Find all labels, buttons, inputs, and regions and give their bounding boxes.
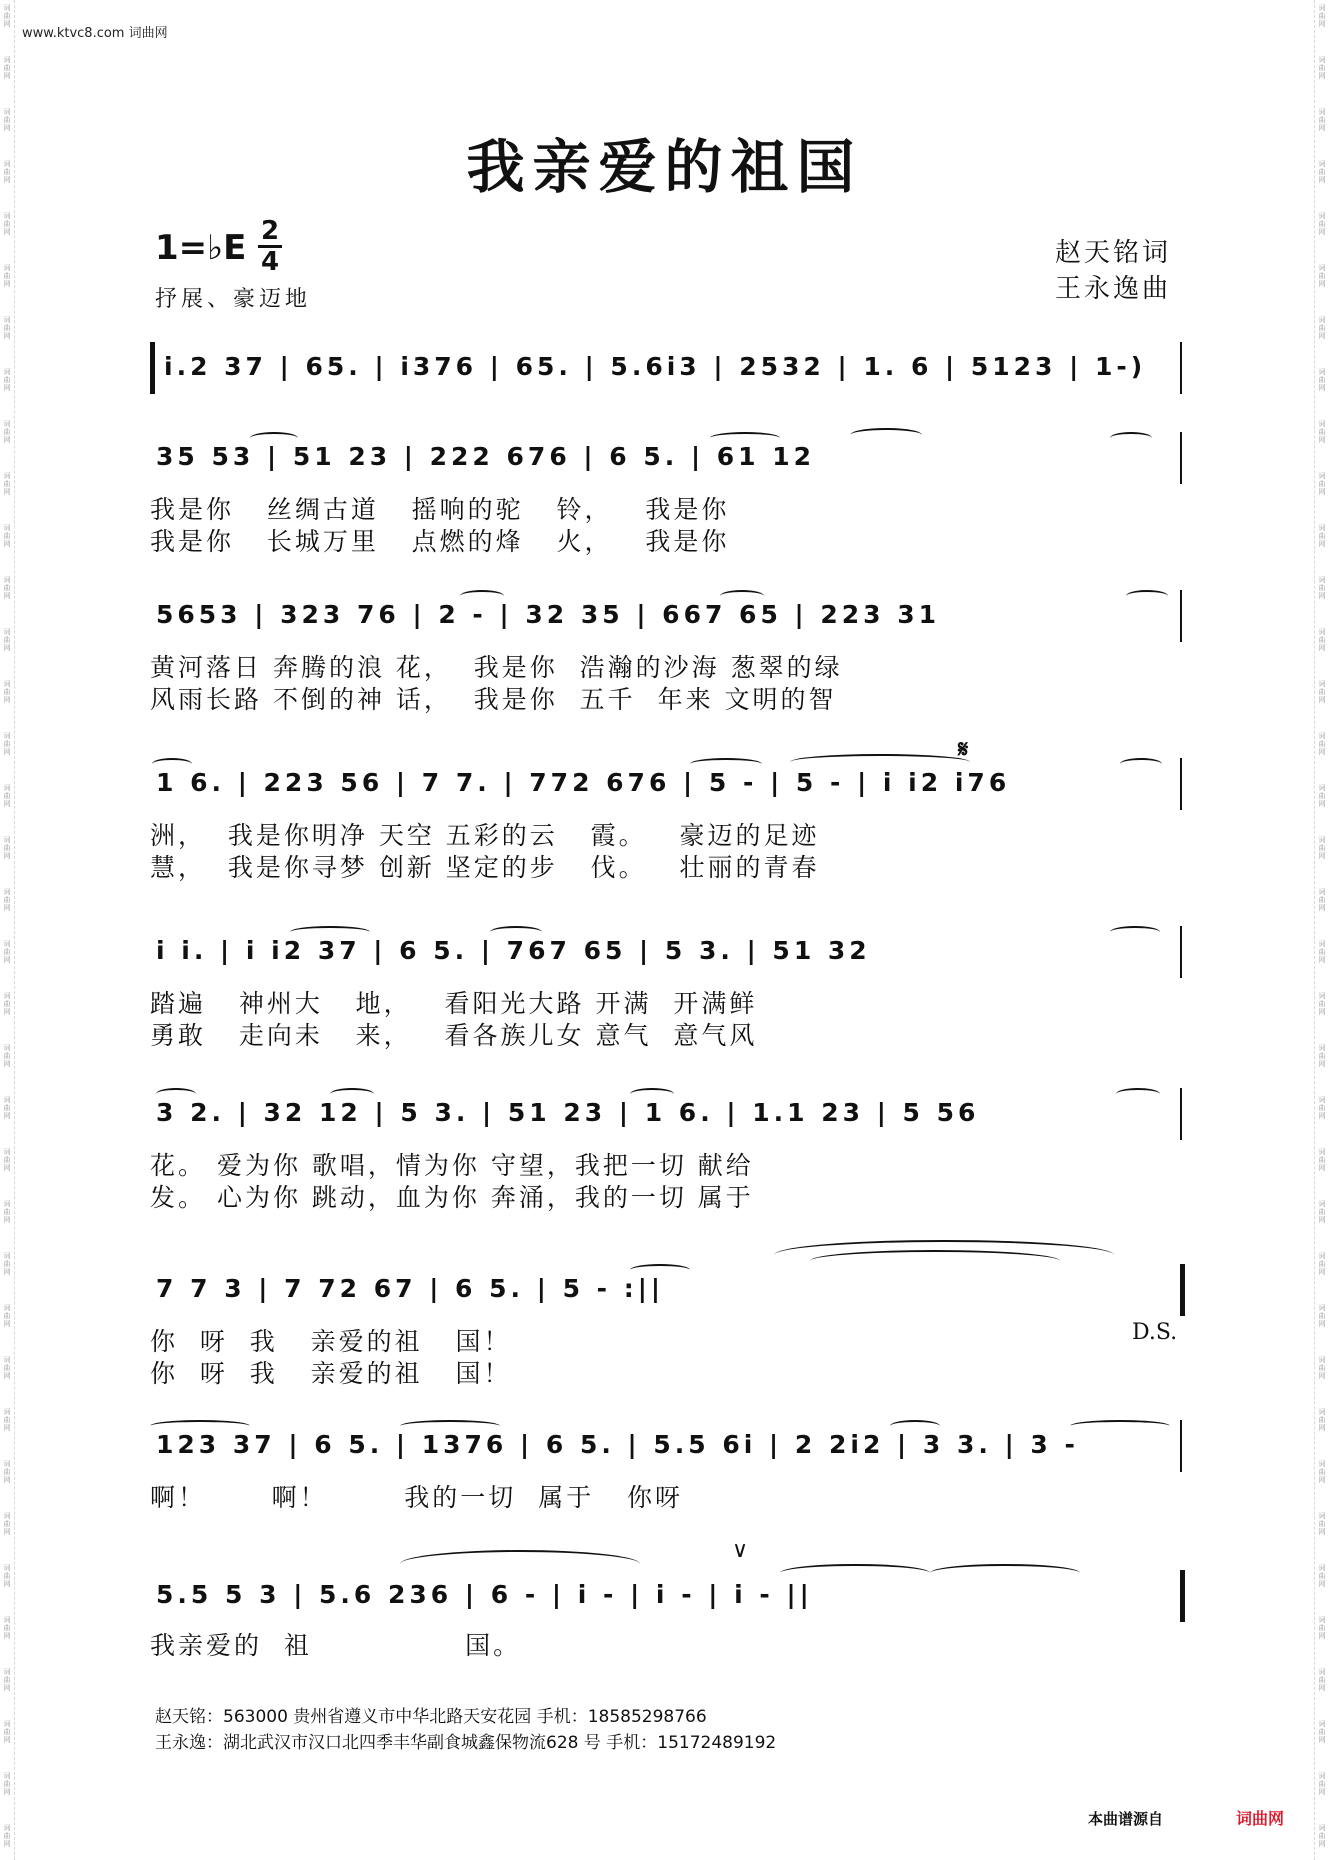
time-signature-top: 2 (260, 216, 280, 246)
time-signature (258, 217, 282, 276)
edge-watermark: 词 曲 网 (3, 888, 11, 912)
edge-watermark: 词 曲 网 (1318, 1460, 1326, 1484)
breath-mark: ∨ (732, 1538, 749, 1563)
edge-watermark: 词 曲 网 (3, 160, 11, 184)
lyricist-credit: 赵天铭词 (1054, 238, 1171, 268)
edge-watermark: 词 曲 网 (1318, 784, 1326, 808)
lyric-line-3-verse-1: 黄河落日 奔腾的浪 花， 我是你 浩瀚的沙海 葱翠的绿 (150, 653, 843, 682)
edge-watermark: 词 曲 网 (3, 1512, 11, 1536)
final-barline (1180, 1570, 1185, 1622)
slur (400, 1550, 640, 1578)
edge-watermark: 词 曲 网 (3, 992, 11, 1016)
edge-watermark: 词 曲 网 (1318, 1200, 1326, 1224)
barline (1180, 590, 1182, 642)
edge-watermark: 词 曲 网 (1318, 1408, 1326, 1432)
lyric-line-9: 我亲爱的 祖 国。 (150, 1631, 522, 1660)
score-line-1 (150, 342, 1180, 394)
slur (630, 1088, 674, 1100)
slur (1116, 1088, 1160, 1100)
edge-watermark: 词 曲 网 (1318, 1720, 1326, 1744)
score-line-8 (150, 1420, 1180, 1472)
repeat-end-barline (1180, 1264, 1185, 1316)
notes-line-7: 7 7 3 | 7 72 67 | 6 5. | 5 - :|| (156, 1274, 665, 1303)
edge-watermark: 词 曲 网 (3, 1096, 11, 1120)
slur (156, 1088, 196, 1100)
key-signature: 1=♭E (155, 228, 247, 268)
edge-watermark: 词 曲 网 (1318, 732, 1326, 756)
lyric-line-7-verse-2: 你 呀 我 亲爱的祖 国！ (150, 1359, 512, 1388)
brand-logo[interactable]: 词曲网 (1236, 1809, 1285, 1828)
edge-watermark: 词 曲 网 (3, 1356, 11, 1380)
edge-watermark: 词 曲 网 (3, 1720, 11, 1744)
slur (710, 432, 780, 444)
edge-watermark: 词 曲 网 (3, 1616, 11, 1640)
edge-watermark: 词 曲 网 (3, 368, 11, 392)
lyric-line-4-verse-2: 慧， 我是你寻梦 创新 坚定的步 伐。 壮丽的青春 (150, 853, 820, 882)
notes-line-2: 35 53 | 51 23 | 222 676 | 6 5. | 61 12 (156, 442, 816, 471)
slur (930, 1564, 1080, 1582)
barline (1180, 758, 1182, 810)
edge-watermark: 词 曲 网 (3, 1148, 11, 1172)
lyric-line-6-verse-1: 花。 爱为你 歌唱，情为你 守望，我把一切 献给 (150, 1151, 754, 1180)
edge-watermark: 词 曲 网 (1318, 212, 1326, 236)
tempo-marking: 抒展、豪迈地 (155, 287, 312, 312)
edge-watermark: 词 曲 网 (3, 472, 11, 496)
edge-watermark: 词 曲 网 (3, 4, 11, 28)
score-line-4 (150, 758, 1180, 810)
slur (780, 1564, 930, 1582)
score-line-6 (150, 1088, 1180, 1140)
edge-watermark: 词 曲 网 (1318, 888, 1326, 912)
edge-watermark: 词 曲 网 (3, 576, 11, 600)
edge-watermark: 词 曲 网 (1318, 1772, 1326, 1796)
score-line-7 (150, 1264, 1180, 1316)
edge-watermark: 词 曲 网 (1318, 4, 1326, 28)
left-edge-strip (0, 0, 15, 1860)
edge-watermark: 词 曲 网 (3, 1824, 11, 1848)
edge-watermark: 词 曲 网 (3, 1200, 11, 1224)
edge-watermark: 词 曲 网 (1318, 160, 1326, 184)
edge-watermark: 词 曲 网 (1318, 628, 1326, 652)
edge-watermark: 词 曲 网 (1318, 1096, 1326, 1120)
slur (790, 754, 970, 770)
slur (1126, 590, 1168, 602)
lyric-line-8: 啊！ 啊！ 我的一切 属于 你呀 (150, 1483, 684, 1512)
barline (1180, 342, 1182, 394)
edge-watermark: 词 曲 网 (1318, 1252, 1326, 1276)
slur (630, 1264, 690, 1276)
lyric-line-5-verse-2: 勇敢 走向未 来， 看各族儿女 意气 意气风 (150, 1021, 758, 1050)
edge-watermark: 词 曲 网 (3, 1044, 11, 1068)
edge-watermark: 词 曲 网 (1318, 1564, 1326, 1588)
edge-watermark: 词 曲 网 (1318, 1616, 1326, 1640)
edge-watermark: 词 曲 网 (1318, 368, 1326, 392)
edge-watermark: 词 曲 网 (1318, 420, 1326, 444)
edge-watermark: 词 曲 网 (1318, 1304, 1326, 1328)
edge-watermark: 词 曲 网 (3, 680, 11, 704)
notes-line-1: i.2 37 | 65. | i376 | 65. | 5.6i3 | 2532 | 1. 6 | 5123 | 1-) (164, 352, 1147, 381)
slur (810, 1250, 1060, 1272)
slur (152, 758, 192, 770)
edge-watermark: 词 曲 网 (3, 940, 11, 964)
barline (1180, 432, 1182, 484)
edge-watermark: 词 曲 网 (3, 1668, 11, 1692)
edge-watermark: 词 曲 网 (3, 108, 11, 132)
right-edge-strip (1314, 0, 1329, 1860)
barline (1180, 1420, 1182, 1472)
edge-watermark: 词 曲 网 (3, 1304, 11, 1328)
edge-watermark: 词 曲 网 (1318, 472, 1326, 496)
dal-segno-marker: D.S. (1132, 1320, 1178, 1345)
edge-watermark: 词 曲 网 (1318, 108, 1326, 132)
edge-watermark: 词 曲 网 (3, 1408, 11, 1432)
slur (290, 926, 370, 938)
time-signature-bottom: 4 (258, 245, 282, 276)
site-url[interactable]: www.ktvc8.com 词曲网 (22, 26, 168, 41)
edge-watermark: 词 曲 网 (1318, 1356, 1326, 1380)
edge-watermark: 词 曲 网 (1318, 524, 1326, 548)
slur (1110, 432, 1152, 444)
edge-watermark: 词 曲 网 (1318, 264, 1326, 288)
notes-line-4: 1 6. | 223 56 | 7 7. | 772 676 | 5 - | 5 - | i i2 i76 (156, 768, 1011, 797)
edge-watermark: 词 曲 网 (1318, 1668, 1326, 1692)
slur (1120, 758, 1162, 770)
edge-watermark: 词 曲 网 (3, 732, 11, 756)
edge-watermark: 词 曲 网 (1318, 316, 1326, 340)
segno-sign: 𝄋 (958, 734, 969, 763)
edge-watermark: 词 曲 网 (3, 56, 11, 80)
notes-line-6: 3 2. | 32 12 | 5 3. | 51 23 | 1 6. | 1.1 23 | 5 56 (156, 1098, 980, 1127)
notes-line-5: i i. | i i2 37 | 6 5. | 767 65 | 5 3. | 51 32 (156, 936, 871, 965)
slur (720, 590, 764, 602)
slur (690, 758, 762, 770)
edge-watermark: 词 曲 网 (1318, 1148, 1326, 1172)
edge-watermark: 词 曲 网 (3, 836, 11, 860)
lyricist-contact: 赵天铭：563000 贵州省遵义市中华北路天安花园 手机：18585298766 (155, 1707, 707, 1727)
lyric-line-2-verse-1: 我是你 丝绸古道 摇响的驼 铃， 我是你 (150, 495, 730, 524)
slur (400, 1420, 500, 1432)
edge-watermark: 词 曲 网 (1318, 576, 1326, 600)
lyric-line-4-verse-1: 洲， 我是你明净 天空 五彩的云 霞。 豪迈的足迹 (150, 821, 820, 850)
notes-line-3: 5653 | 323 76 | 2 - | 32 35 | 667 65 | 223 31 (156, 600, 941, 629)
edge-watermark: 词 曲 网 (3, 1564, 11, 1588)
edge-watermark: 词 曲 网 (1318, 836, 1326, 860)
lyric-line-5-verse-1: 踏遍 神州大 地， 看阳光大路 开满 开满鲜 (150, 989, 758, 1018)
slur (850, 428, 922, 442)
source-label: 本曲谱源自 (1088, 1810, 1164, 1828)
slur (330, 1088, 374, 1100)
edge-watermark: 词 曲 网 (3, 524, 11, 548)
score-line-5 (150, 926, 1180, 978)
edge-watermark: 词 曲 网 (1318, 1044, 1326, 1068)
lyric-line-2-verse-2: 我是你 长城万里 点燃的烽 火， 我是你 (150, 527, 730, 556)
edge-watermark: 词 曲 网 (3, 1252, 11, 1276)
notes-line-8: 123 37 | 6 5. | 1376 | 6 5. | 5.5 6i | 2 2i2 | 3 3. | 3 - (156, 1430, 1079, 1459)
edge-watermark: 词 曲 网 (1318, 992, 1326, 1016)
slur (490, 926, 542, 938)
slur (460, 590, 504, 602)
slur (150, 1420, 250, 1432)
barline (1180, 926, 1182, 978)
edge-watermark: 词 曲 网 (1318, 940, 1326, 964)
edge-watermark: 词 曲 网 (1318, 56, 1326, 80)
song-title: 我亲爱的祖国 (466, 133, 863, 201)
edge-watermark: 词 曲 网 (1318, 680, 1326, 704)
lyric-line-3-verse-2: 风雨长路 不倒的神 话， 我是你 五千 年来 文明的智 (150, 685, 837, 714)
barline (1180, 1088, 1182, 1140)
lyric-line-7-verse-1: 你 呀 我 亲爱的祖 国！ (150, 1327, 512, 1356)
edge-watermark: 词 曲 网 (3, 628, 11, 652)
edge-watermark: 词 曲 网 (3, 316, 11, 340)
composer-credit: 王永逸曲 (1054, 274, 1171, 304)
edge-watermark: 词 曲 网 (1318, 1824, 1326, 1848)
edge-watermark: 词 曲 网 (3, 264, 11, 288)
slur (890, 1420, 940, 1432)
edge-watermark: 词 曲 网 (3, 420, 11, 444)
slur (250, 432, 298, 444)
score-line-9 (150, 1570, 1180, 1622)
edge-watermark: 词 曲 网 (3, 1772, 11, 1796)
edge-watermark: 词 曲 网 (1318, 1512, 1326, 1536)
edge-watermark: 词 曲 网 (3, 1460, 11, 1484)
slur (1110, 926, 1160, 938)
lyric-line-6-verse-2: 发。 心为你 跳动，血为你 奔涌，我的一切 属于 (150, 1183, 754, 1212)
score-line-2 (150, 432, 1180, 484)
edge-watermark: 词 曲 网 (3, 784, 11, 808)
slur (1070, 1420, 1170, 1432)
notes-line-9: 5.5 5 3 | 5.6 236 | 6 - | i - | i - | i - || (156, 1580, 813, 1609)
edge-watermark: 词 曲 网 (3, 212, 11, 236)
score-line-3 (150, 590, 1180, 642)
composer-contact: 王永逸：湖北武汉市汉口北四季丰华副食城鑫保物流628 号 手机：15172489192 (155, 1733, 777, 1753)
